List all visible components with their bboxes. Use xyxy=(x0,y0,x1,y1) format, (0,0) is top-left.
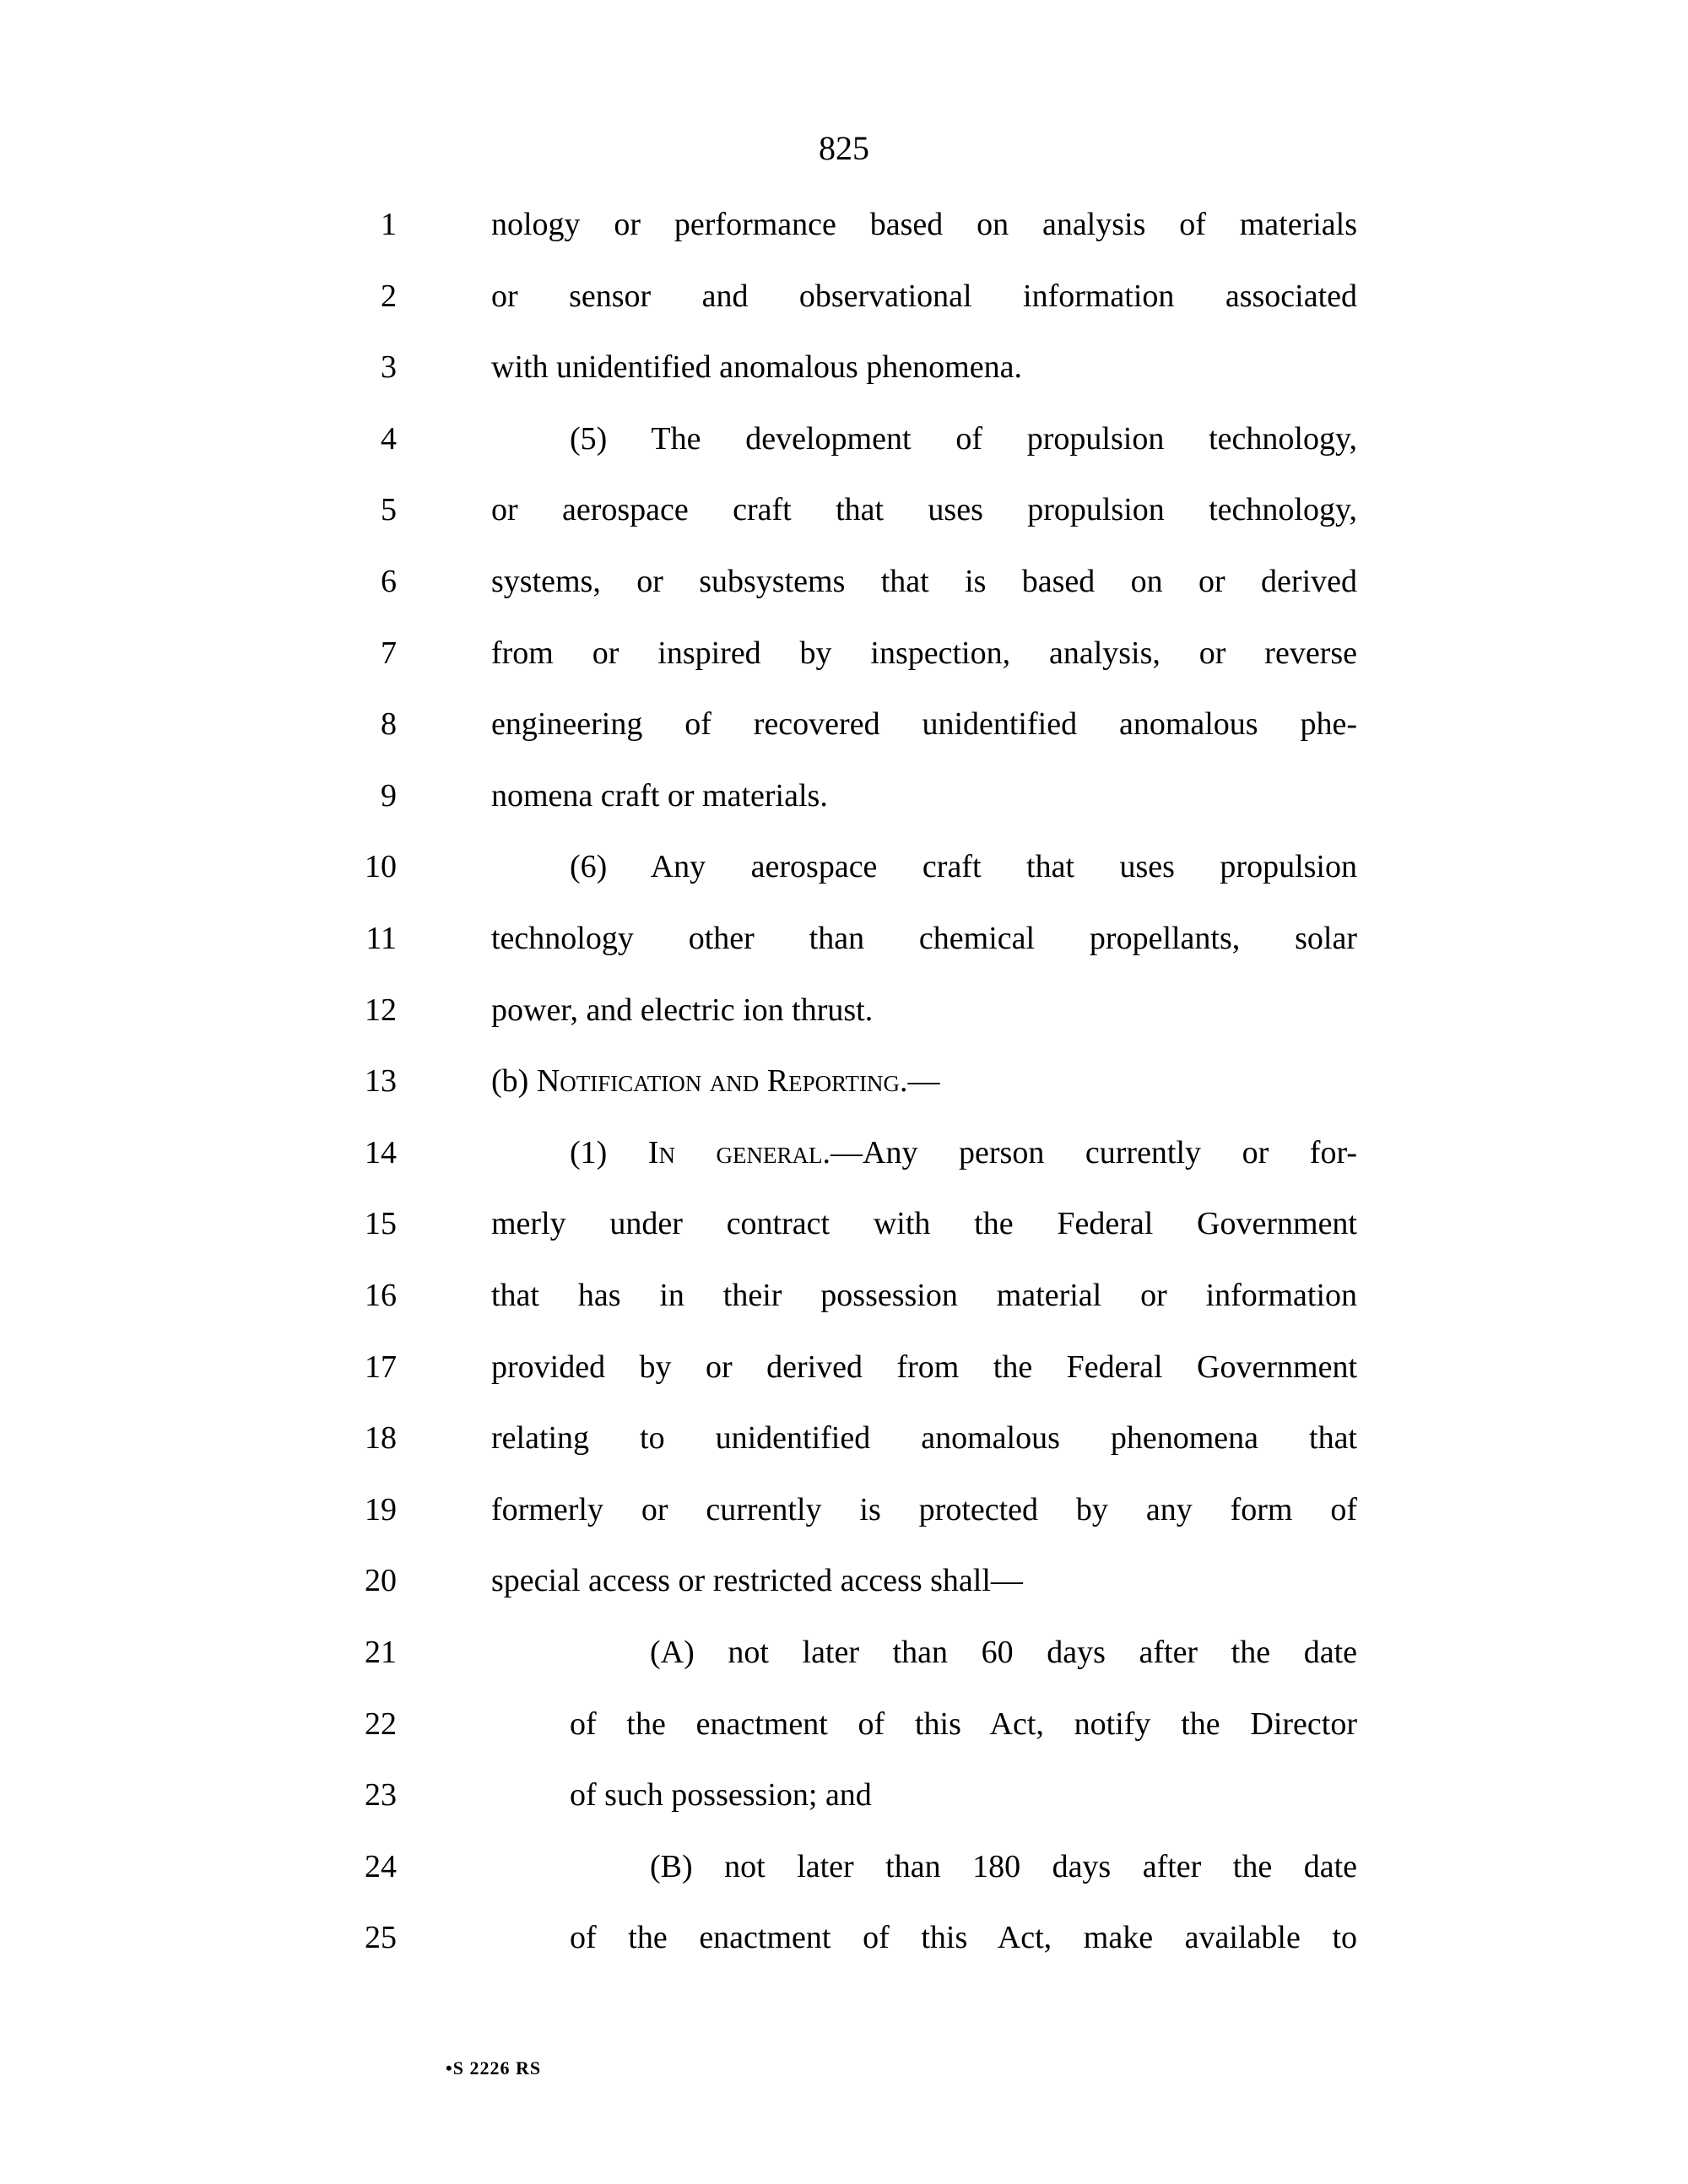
line-row xyxy=(0,903,1688,974)
line-number: 14 xyxy=(365,1134,397,1170)
line-text xyxy=(491,1617,1357,1688)
line-number: 3 xyxy=(381,349,397,386)
line-number: 10 xyxy=(365,849,397,885)
line-text xyxy=(491,618,1357,689)
line-text xyxy=(491,332,1357,403)
line-text-segment: relating to unidentified anomalous phenomena that xyxy=(491,1420,1357,1457)
line-text-segment: Notification and Reporting xyxy=(536,1063,900,1100)
line-text xyxy=(491,1902,1357,1973)
line-text-segment: or aerospace craft that uses propulsion technology, xyxy=(491,492,1357,528)
line-text-segment: .— xyxy=(899,1063,940,1100)
line-row xyxy=(0,332,1688,403)
line-row xyxy=(0,1831,1688,1902)
line-number: 19 xyxy=(365,1491,397,1527)
line-text xyxy=(491,831,1357,902)
line-row xyxy=(0,1117,1688,1188)
line-row xyxy=(0,618,1688,689)
line-row xyxy=(0,1760,1688,1830)
line-text xyxy=(491,1545,1357,1616)
line-text-segment: (b) xyxy=(491,1063,537,1100)
line-number: 5 xyxy=(381,492,397,528)
line-text-segment: with unidentified anomalous phenomena. xyxy=(491,349,1022,386)
line-text xyxy=(491,403,1357,474)
line-text-segment: power, and electric ion thrust. xyxy=(491,992,874,1028)
line-text xyxy=(491,546,1357,617)
line-number: 15 xyxy=(365,1206,397,1242)
bill-number-footer: •S 2226 RS xyxy=(446,2057,542,2079)
line-text-segment: merly under contract with the Federal Government xyxy=(491,1206,1357,1242)
line-text xyxy=(491,1117,1357,1188)
line-row xyxy=(0,261,1688,332)
line-text-segment: technology other than chemical propellants, solar xyxy=(491,921,1357,956)
line-number: 9 xyxy=(381,777,397,814)
line-row xyxy=(0,1902,1688,1973)
line-text-segment: provided by or derived from the Federal Government xyxy=(491,1349,1357,1385)
line-text-segment: In general xyxy=(647,1134,823,1170)
line-text xyxy=(491,1760,1357,1830)
line-number: 25 xyxy=(365,1920,397,1956)
line-text xyxy=(491,1403,1357,1473)
line-text-segment: special access or restricted access shall— xyxy=(491,1563,1023,1599)
line-row xyxy=(0,1617,1688,1688)
line-text-segment: (6) Any aerospace craft that uses propulsion xyxy=(570,849,1357,885)
line-text xyxy=(491,1046,1357,1116)
line-text xyxy=(491,689,1357,760)
line-text xyxy=(491,1260,1357,1331)
line-number: 12 xyxy=(365,992,397,1028)
line-row xyxy=(0,831,1688,902)
line-number: 11 xyxy=(365,921,397,956)
line-row xyxy=(0,403,1688,474)
line-row xyxy=(0,1260,1688,1331)
line-row xyxy=(0,975,1688,1046)
line-row xyxy=(0,1545,1688,1616)
line-row xyxy=(0,689,1688,760)
line-number: 1 xyxy=(381,207,397,242)
line-text xyxy=(491,474,1357,545)
line-row xyxy=(0,546,1688,617)
line-text xyxy=(491,903,1357,974)
line-row xyxy=(0,1474,1688,1545)
line-text xyxy=(491,1332,1357,1403)
line-text xyxy=(491,189,1357,260)
line-number: 6 xyxy=(381,564,397,599)
line-number: 13 xyxy=(365,1063,397,1100)
line-text-segment: .—Any person currently or for- xyxy=(822,1134,1357,1170)
line-text-segment: engineering of recovered unidentified anomalous phe- xyxy=(491,706,1357,743)
line-row xyxy=(0,760,1688,831)
line-text-segment: (1) xyxy=(570,1134,648,1170)
line-text-segment: of the enactment of this Act, make available to xyxy=(570,1920,1357,1956)
line-text-segment: of such possession; and xyxy=(570,1777,872,1814)
line-number: 23 xyxy=(365,1777,397,1814)
line-text-segment: or sensor and observational information associated xyxy=(491,278,1357,314)
line-text-segment: (A) not later than 60 days after the date xyxy=(650,1635,1357,1670)
line-row xyxy=(0,1403,1688,1473)
line-number: 7 xyxy=(381,635,397,671)
line-text xyxy=(491,760,1357,831)
line-text-segment: that has in their possession material or information xyxy=(491,1278,1357,1313)
line-text-segment: nology or performance based on analysis of materials xyxy=(491,207,1357,242)
line-row xyxy=(0,1188,1688,1259)
line-text xyxy=(491,261,1357,332)
line-text-segment: (B) not later than 180 days after the date xyxy=(650,1848,1357,1884)
line-number: 8 xyxy=(381,706,397,743)
line-text xyxy=(491,1474,1357,1545)
page-number: 825 xyxy=(819,129,869,167)
line-row xyxy=(0,189,1688,260)
line-number: 22 xyxy=(365,1706,397,1742)
line-text xyxy=(491,1689,1357,1760)
line-number: 18 xyxy=(365,1420,397,1457)
line-text-segment: systems, or subsystems that is based on or derived xyxy=(491,564,1357,599)
line-row xyxy=(0,474,1688,545)
line-number: 16 xyxy=(365,1278,397,1313)
line-number: 20 xyxy=(365,1563,397,1599)
line-text-segment: (5) The development of propulsion technology, xyxy=(570,420,1357,457)
line-number: 17 xyxy=(365,1349,397,1385)
line-text-segment: nomena craft or materials. xyxy=(491,777,828,814)
line-text-segment: of the enactment of this Act, notify the Director xyxy=(570,1706,1357,1742)
line-text xyxy=(491,1188,1357,1259)
line-text xyxy=(491,975,1357,1046)
line-number: 4 xyxy=(381,420,397,457)
line-row xyxy=(0,1332,1688,1403)
line-text-segment: formerly or currently is protected by any form of xyxy=(491,1491,1357,1527)
line-text xyxy=(491,1831,1357,1902)
line-row xyxy=(0,1046,1688,1116)
line-row xyxy=(0,1689,1688,1760)
line-text-segment: from or inspired by inspection, analysis, or reverse xyxy=(491,635,1357,671)
line-number: 2 xyxy=(381,278,397,314)
line-number: 21 xyxy=(365,1635,397,1670)
line-number: 24 xyxy=(365,1848,397,1884)
